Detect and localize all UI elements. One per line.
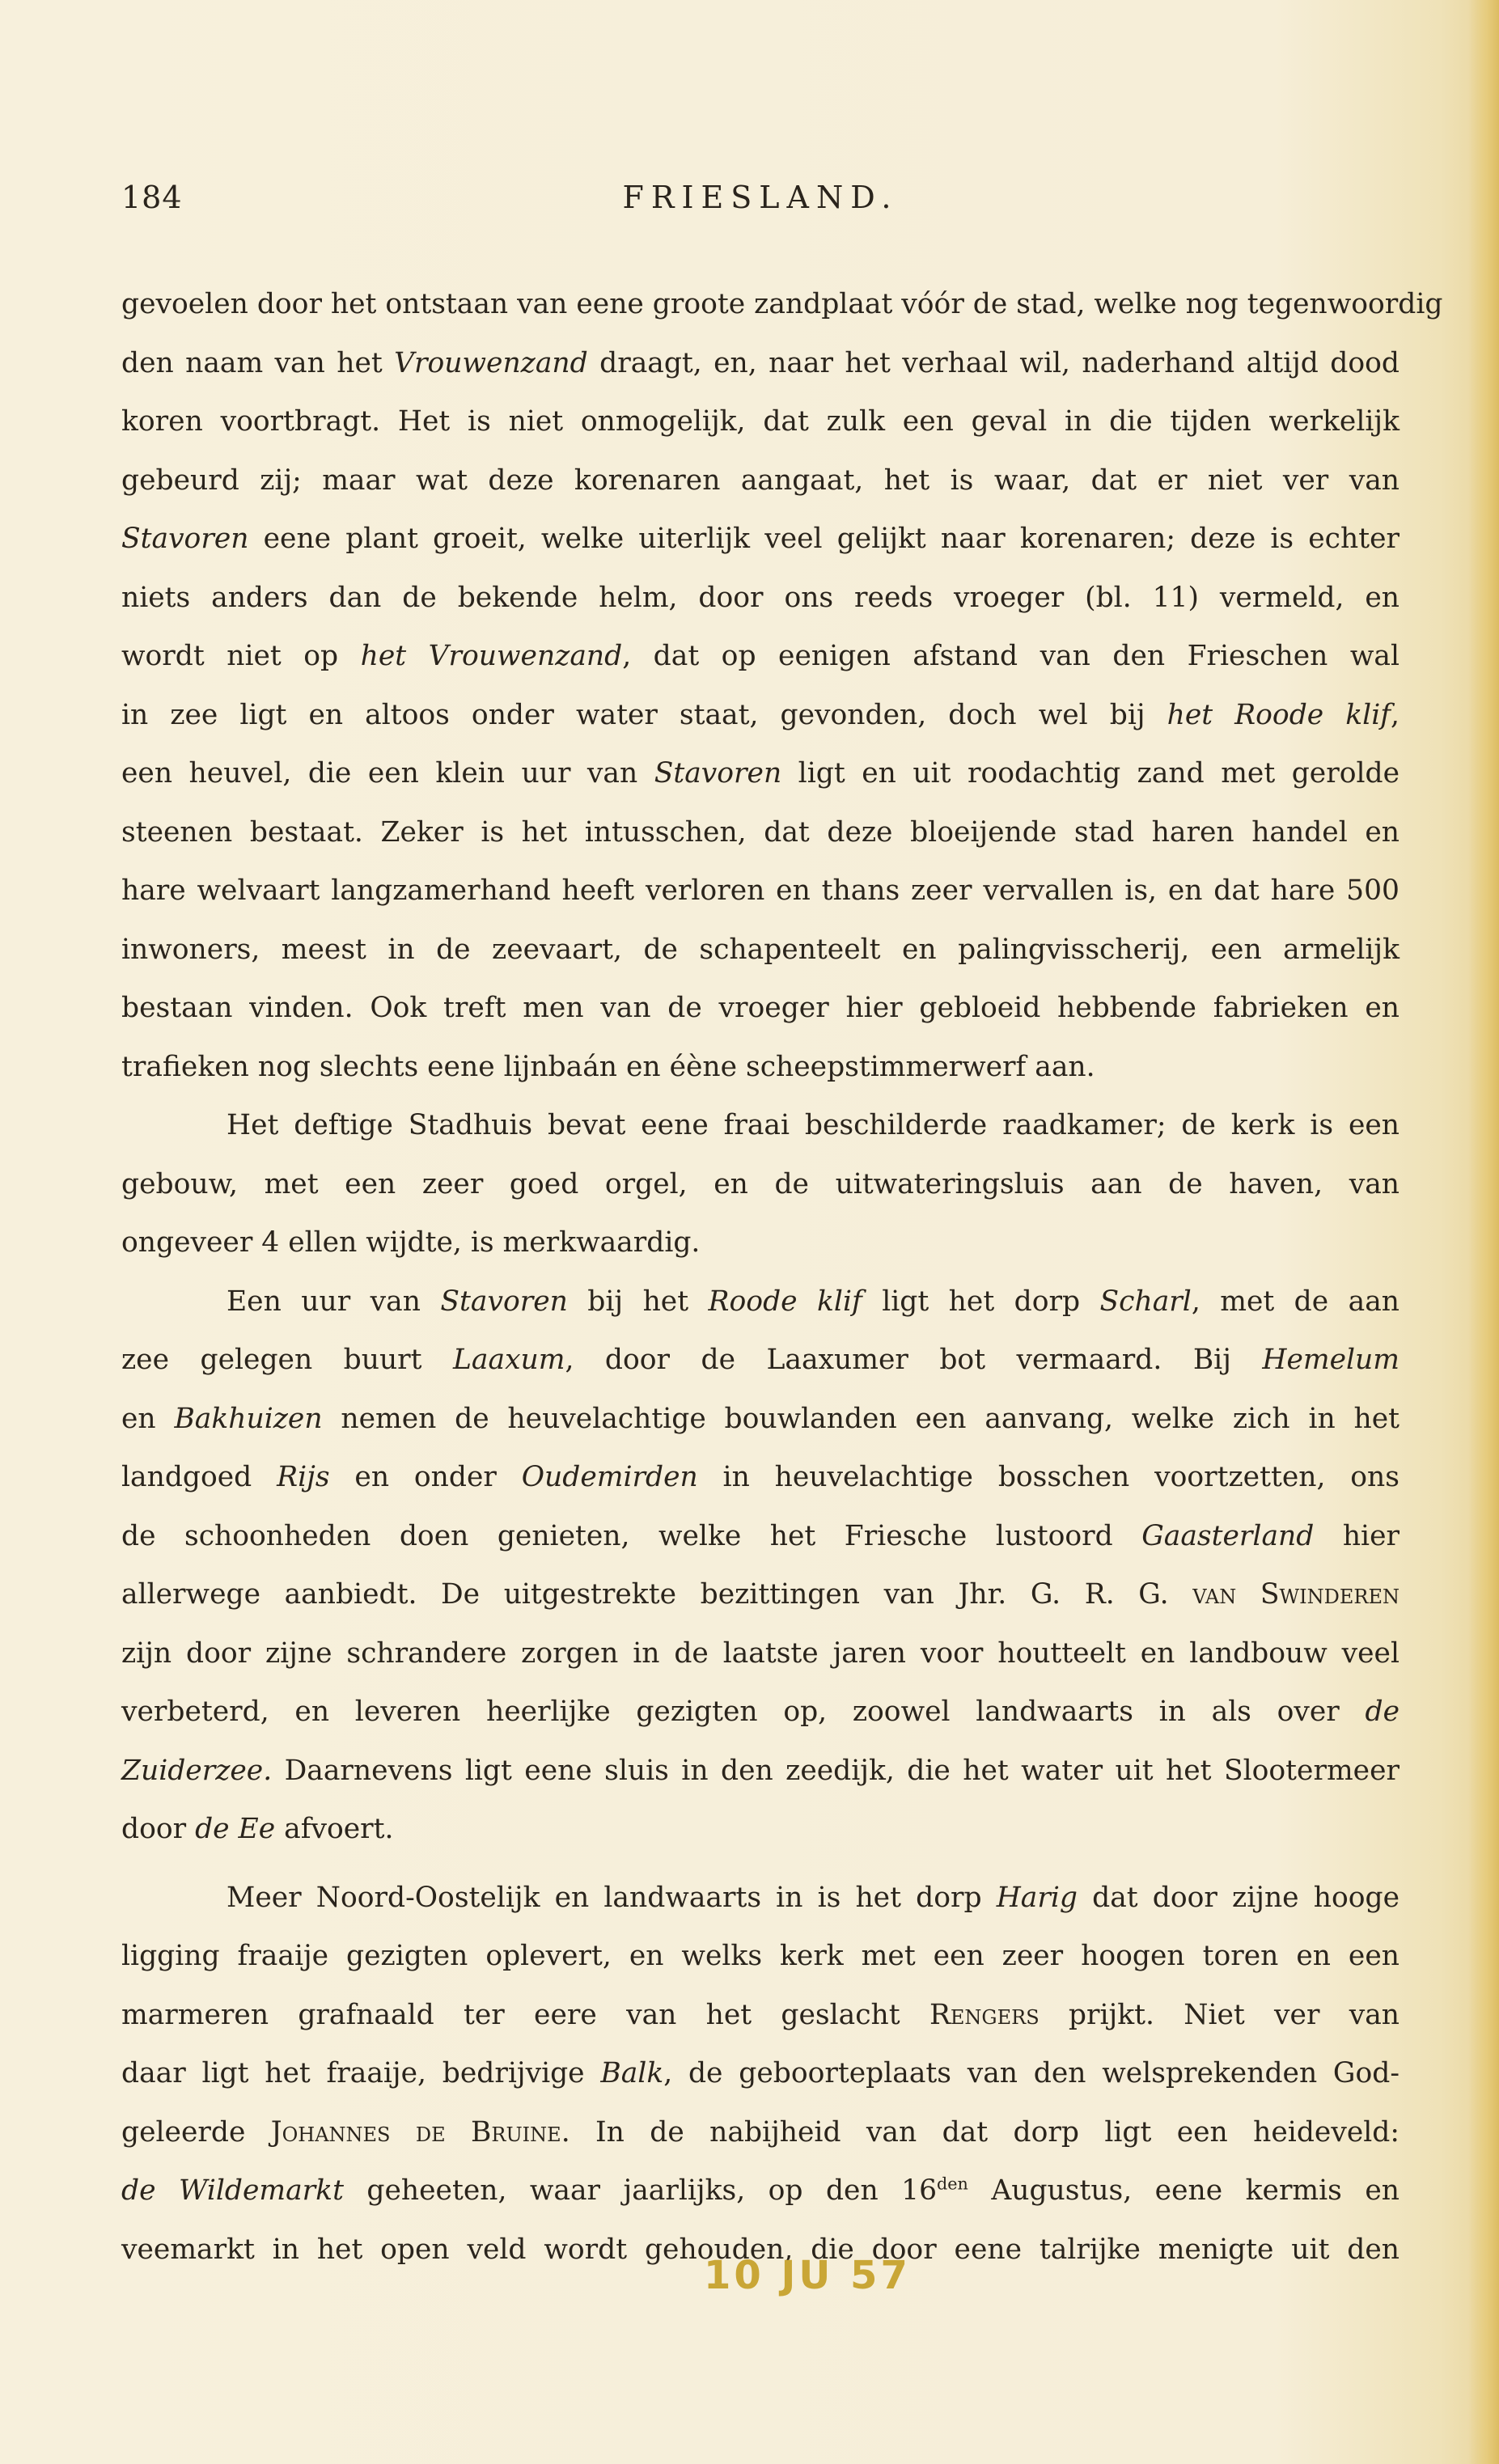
text-segment: prijkt. Niet ver van <box>1039 1998 1400 2031</box>
text-line <box>121 1565 1399 1624</box>
italic-text: het Vrouwenzand <box>360 640 623 672</box>
text-segment: in heuvelachtige bosschen voortzetten, ons <box>697 1461 1399 1493</box>
text-segment: en <box>121 1402 175 1435</box>
text-line <box>121 2044 1399 2103</box>
text-segment: zijn door zijne schrandere zorgen in de laatste jaren voor houtteelt en landbouw veel <box>121 1636 1399 1670</box>
text-segment: bij het <box>567 1285 709 1318</box>
text-segment: nemen de heuvelachtige bouwlanden een aanvang, welke zich in het <box>322 1402 1399 1435</box>
text-segment: , met de aan <box>1191 1285 1399 1318</box>
text-line <box>121 979 1399 1038</box>
text-line <box>121 862 1399 921</box>
italic-text: Harig <box>996 1881 1078 1914</box>
text-segment: Een uur van <box>227 1285 441 1318</box>
text-line <box>121 686 1399 745</box>
text-line <box>121 1624 1399 1683</box>
text-segment: . In de nabijheid van dat dorp ligt een heideveld: <box>561 2115 1399 2149</box>
text-line <box>121 392 1399 451</box>
text-segment: gevoelen door het ontstaan van eene groote zandplaat vóór de stad, welke nog tegenwoordig <box>121 288 1443 320</box>
text-line <box>121 2161 1399 2221</box>
text-segment: ongeveer 4 ellen wijdte, is merkwaardig. <box>121 1226 701 1259</box>
italic-text: Roode klif <box>708 1285 862 1318</box>
date-stamp: 10 JU 57 <box>704 2253 911 2298</box>
text-segment: verbeterd, en leveren heerlijke gezigten op, zoowel landwaarts in als over <box>121 1696 1366 1728</box>
text-segment: , dat op eenigen afstand van den Frieschen wal <box>622 640 1399 672</box>
text-segment: Meer Noord-Oostelijk en landwaarts in is het dorp <box>227 1881 997 1914</box>
italic-text: Balk <box>600 2057 664 2089</box>
text-segment: landgoed <box>121 1461 277 1493</box>
page-edge-discoloration <box>1468 0 1499 2464</box>
text-line <box>121 1390 1399 1449</box>
text-line <box>121 1213 1399 1272</box>
italic-text: Vrouwenzand <box>394 346 588 379</box>
italic-text: de Ee <box>195 1813 276 1845</box>
italic-text: Rijs <box>277 1461 330 1493</box>
text-line <box>121 921 1399 980</box>
text-segment: eene plant groeit, welke uiterlijk veel gelijkt naar korenaren; deze is echter <box>248 523 1399 555</box>
text-line <box>121 1869 1399 1928</box>
text-segment: zee gelegen buurt <box>121 1344 454 1376</box>
text-segment: ligt het dorp <box>862 1285 1100 1318</box>
small-caps-text: Rengers <box>929 1998 1040 2031</box>
text-line <box>121 334 1399 393</box>
italic-text: Zuiderzee. <box>121 1754 273 1787</box>
text-line <box>121 275 1443 334</box>
text-segment: niets anders dan de bekende helm, door ons reeds vroeger (bl. 11) vermeld, en <box>121 581 1399 614</box>
text-line <box>121 1507 1399 1566</box>
text-segment: ligt en uit roodachtig zand met gerolde <box>781 757 1399 790</box>
text-segment: , door de Laaxumer bot vermaard. Bij <box>565 1344 1263 1376</box>
text-line <box>121 1683 1399 1742</box>
text-line <box>121 1331 1399 1390</box>
text-segment: wordt niet op <box>121 640 361 672</box>
text-line <box>121 1800 1399 1859</box>
text-line <box>121 744 1399 803</box>
text-segment: en onder <box>329 1461 522 1493</box>
text-segment: gebouw, met een zeer goed orgel, en de uitwateringsluis aan de haven, van <box>121 1167 1399 1200</box>
text-segment: Augustus, eene kermis en <box>968 2174 1399 2207</box>
italic-text: de Wildemarkt <box>121 2174 344 2207</box>
text-segment: , <box>1391 698 1399 731</box>
text-line <box>121 803 1399 862</box>
italic-text: Stavoren <box>121 523 249 555</box>
italic-text: Gaasterland <box>1141 1519 1315 1552</box>
text-line <box>121 1927 1399 1986</box>
small-caps-text: Johannes de Bruine <box>270 2115 561 2149</box>
text-segment: , de geboorteplaats van den welsprekenden God- <box>663 2057 1399 2089</box>
text-segment: geheeten, waar jaarlijks, op den 16 <box>343 2174 938 2207</box>
italic-text: Scharl <box>1099 1285 1192 1318</box>
text-segment: een heuvel, die een klein uur van <box>121 757 654 790</box>
text-segment: veemarkt in het open veld wordt gehouden, die door eene talrijke menigte uit den <box>121 2233 1399 2266</box>
text-segment: Het deftige Stadhuis bevat eene fraai beschilderde raadkamer; de kerk is een <box>227 1109 1399 1141</box>
page-header <box>121 180 1399 228</box>
page-number: 184 <box>121 180 183 215</box>
text-segment: de schoonheden doen genieten, welke het Friesche lustoord <box>121 1519 1142 1552</box>
text-segment: marmeren grafnaald ter eere van het geslacht <box>121 1998 929 2031</box>
text-segment: trafieken nog slechts eene lijnbaán en éène scheepstimmerwerf aan. <box>121 1050 1095 1083</box>
text-segment: bestaan vinden. Ook treft men van de vroeger hier gebloeid hebbende fabrieken en <box>121 992 1399 1024</box>
small-caps-text: van Swinderen <box>1192 1578 1399 1611</box>
text-segment: den naam van het <box>121 346 395 379</box>
text-segment: allerwege aanbiedt. De uitgestrekte bezittingen van Jhr. G. R. G. <box>121 1578 1193 1611</box>
italic-text: Bakhuizen <box>174 1402 323 1435</box>
text-line <box>121 510 1399 569</box>
running-title: FRIESLAND. <box>622 180 899 215</box>
italic-text: Laaxum <box>453 1344 565 1376</box>
superscript-text: den <box>937 2174 968 2194</box>
text-line <box>121 627 1399 686</box>
text-segment: geleerde <box>121 2115 271 2149</box>
text-segment: hare welvaart langzamerhand heeft verloren en thans zeer vervallen is, en dat hare 500 <box>121 874 1399 907</box>
text-segment: hier <box>1314 1519 1399 1552</box>
text-segment: koren voortbragt. Het is niet onmogelijk, dat zulk een geval in die tijden werkelijk <box>121 405 1399 438</box>
text-segment: dat door zijne hooge <box>1077 1881 1399 1914</box>
text-segment: steenen bestaat. Zeker is het intusschen, dat deze bloeijende stad haren handel en <box>121 815 1399 849</box>
text-line <box>121 2103 1399 2162</box>
text-line <box>121 1038 1399 1097</box>
text-segment: afvoert. <box>275 1813 394 1845</box>
text-line <box>121 1986 1399 2045</box>
italic-text: Oudemirden <box>521 1461 698 1493</box>
text-segment: draagt, en, naar het verhaal wil, naderhand altijd dood <box>587 346 1399 379</box>
italic-text: de <box>1365 1696 1399 1728</box>
text-line <box>121 1155 1399 1214</box>
text-line <box>121 1742 1399 1801</box>
text-line <box>121 451 1399 510</box>
text-segment: gebeurd zij; maar wat deze korenaren aangaat, het is waar, dat er niet ver van <box>121 464 1399 497</box>
italic-text: Stavoren <box>654 757 782 790</box>
text-segment: Daarnevens ligt eene sluis in den zeedijk, die het water uit het Slootermeer <box>272 1754 1399 1787</box>
text-line <box>121 1272 1399 1331</box>
text-segment: door <box>121 1813 196 1845</box>
text-line <box>121 569 1399 628</box>
text-segment: inwoners, meest in de zeevaart, de schapenteelt en palingvisscherij, een armelijk <box>121 933 1399 966</box>
italic-text: Stavoren <box>440 1285 568 1318</box>
text-line <box>121 1448 1399 1507</box>
italic-text: het Roode klif <box>1167 698 1391 731</box>
text-segment: ligging fraaije gezigten oplevert, en welks kerk met een zeer hoogen toren en een <box>121 1940 1399 1972</box>
italic-text: Hemelum <box>1262 1344 1399 1376</box>
text-segment: in zee ligt en altoos onder water staat, gevonden, doch wel bij <box>121 698 1167 731</box>
body-text <box>121 275 1443 2279</box>
text-line <box>121 1096 1399 1155</box>
text-segment: daar ligt het fraaije, bedrijvige <box>121 2057 601 2089</box>
